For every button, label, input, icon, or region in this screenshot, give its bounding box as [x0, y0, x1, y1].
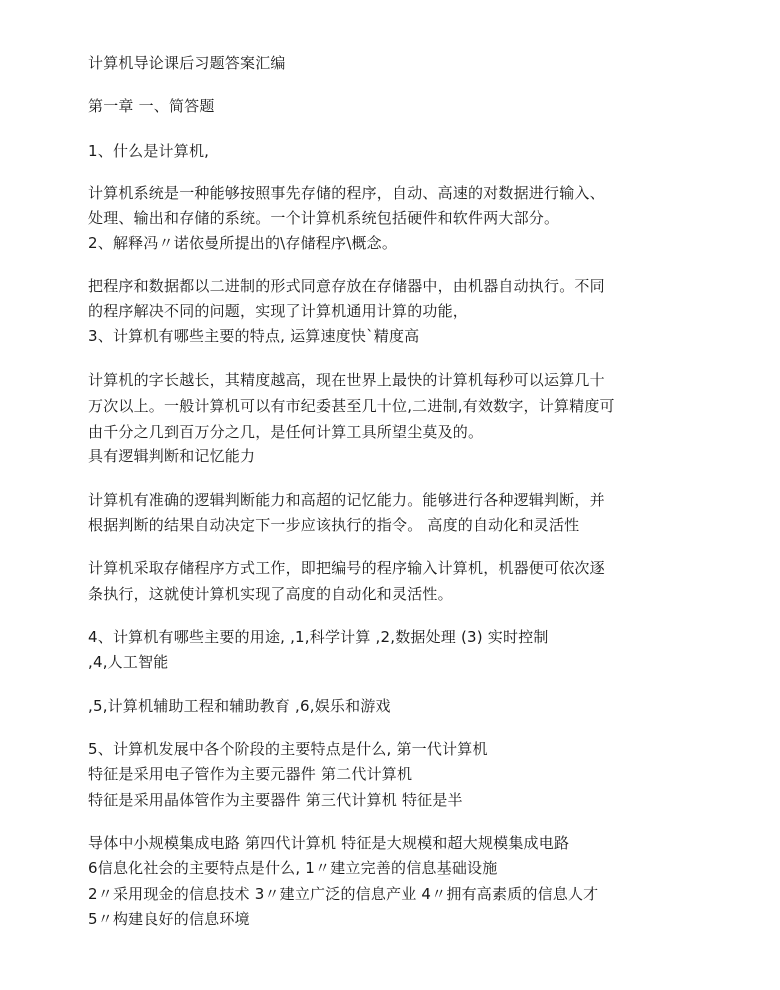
answer-5-line-3: 导体中小规模集成电路 第四代计算机 特征是大规模和超大规模集成电路	[88, 834, 570, 852]
answer-automation-line-2: 条执行，这就使计算机实现了高度的自动化和灵活性。	[88, 585, 453, 603]
subheading-logic-memory: 具有逻辑判断和记忆能力	[88, 447, 256, 465]
question-4: 4、计算机有哪些主要的用途, ,1,科学计算 ,2,数据处理 (3) 实时控制	[88, 628, 549, 646]
answer-4-line-1: ,4,人工智能	[88, 653, 169, 671]
answer-5-line-1: 特征是采用电子管作为主要元器件 第二代计算机	[88, 765, 413, 783]
chapter-heading: 第一章 一、简答题	[88, 97, 215, 115]
document-title: 计算机导论课后习题答案汇编	[88, 54, 286, 72]
answer-logic-line-1: 计算机有准确的逻辑判断能力和高超的记忆能力。能够进行各种逻辑判断，并	[88, 491, 605, 509]
answer-logic-line-2: 根据判断的结果自动决定下一步应该执行的指令。 高度的自动化和灵活性	[88, 516, 580, 534]
question-1: 1、什么是计算机,	[88, 142, 210, 160]
answer-4-line-2: ,5,计算机辅助工程和辅助教育 ,6,娱乐和游戏	[88, 697, 391, 715]
answer-6-line-2: 5〃构建良好的信息环境	[88, 910, 250, 928]
answer-6-line-1: 2〃采用现金的信息技术 3〃建立广泛的信息产业 4〃拥有高素质的信息人才	[88, 885, 599, 903]
answer-3-line-1: 计算机的字长越长，其精度越高，现在世界上最快的计算机每秒可以运算几十	[88, 371, 605, 389]
answer-3-line-3: 由千分之几到百万分之几，是任何计算工具所望尘莫及的。	[88, 423, 484, 441]
answer-automation-line-1: 计算机采取存储程序方式工作，即把编号的程序输入计算机，机器便可依次逐	[88, 559, 605, 577]
answer-1-line-2: 处理、输出和存储的系统。一个计算机系统包括硬件和软件两大部分。	[88, 209, 560, 227]
answer-5-line-2: 特征是采用晶体管作为主要器件 第三代计算机 特征是半	[88, 791, 463, 809]
question-6: 6信息化社会的主要特点是什么, 1〃建立完善的信息基础设施	[88, 859, 498, 877]
answer-2-line-1: 把程序和数据都以二进制的形式同意存放在存储器中，由机器自动执行。不同	[88, 277, 605, 295]
answer-2-line-2: 的程序解决不同的问题，实现了计算机通用计算的功能，	[88, 302, 469, 320]
answer-3-line-2: 万次以上。一般计算机可以有市纪委甚至几十位,二进制,有效数字，计算精度可	[88, 397, 615, 415]
answer-1-line-1: 计算机系统是一种能够按照事先存储的程序，自动、高速的对数据进行输入、	[88, 184, 605, 202]
question-3: 3、计算机有哪些主要的特点, 运算速度快`精度高	[88, 327, 420, 345]
question-5: 5、计算机发展中各个阶段的主要特点是什么, 第一代计算机	[88, 740, 488, 758]
question-2: 2、解释冯〃诺依曼所提出的\存储程序\概念。	[88, 234, 398, 252]
